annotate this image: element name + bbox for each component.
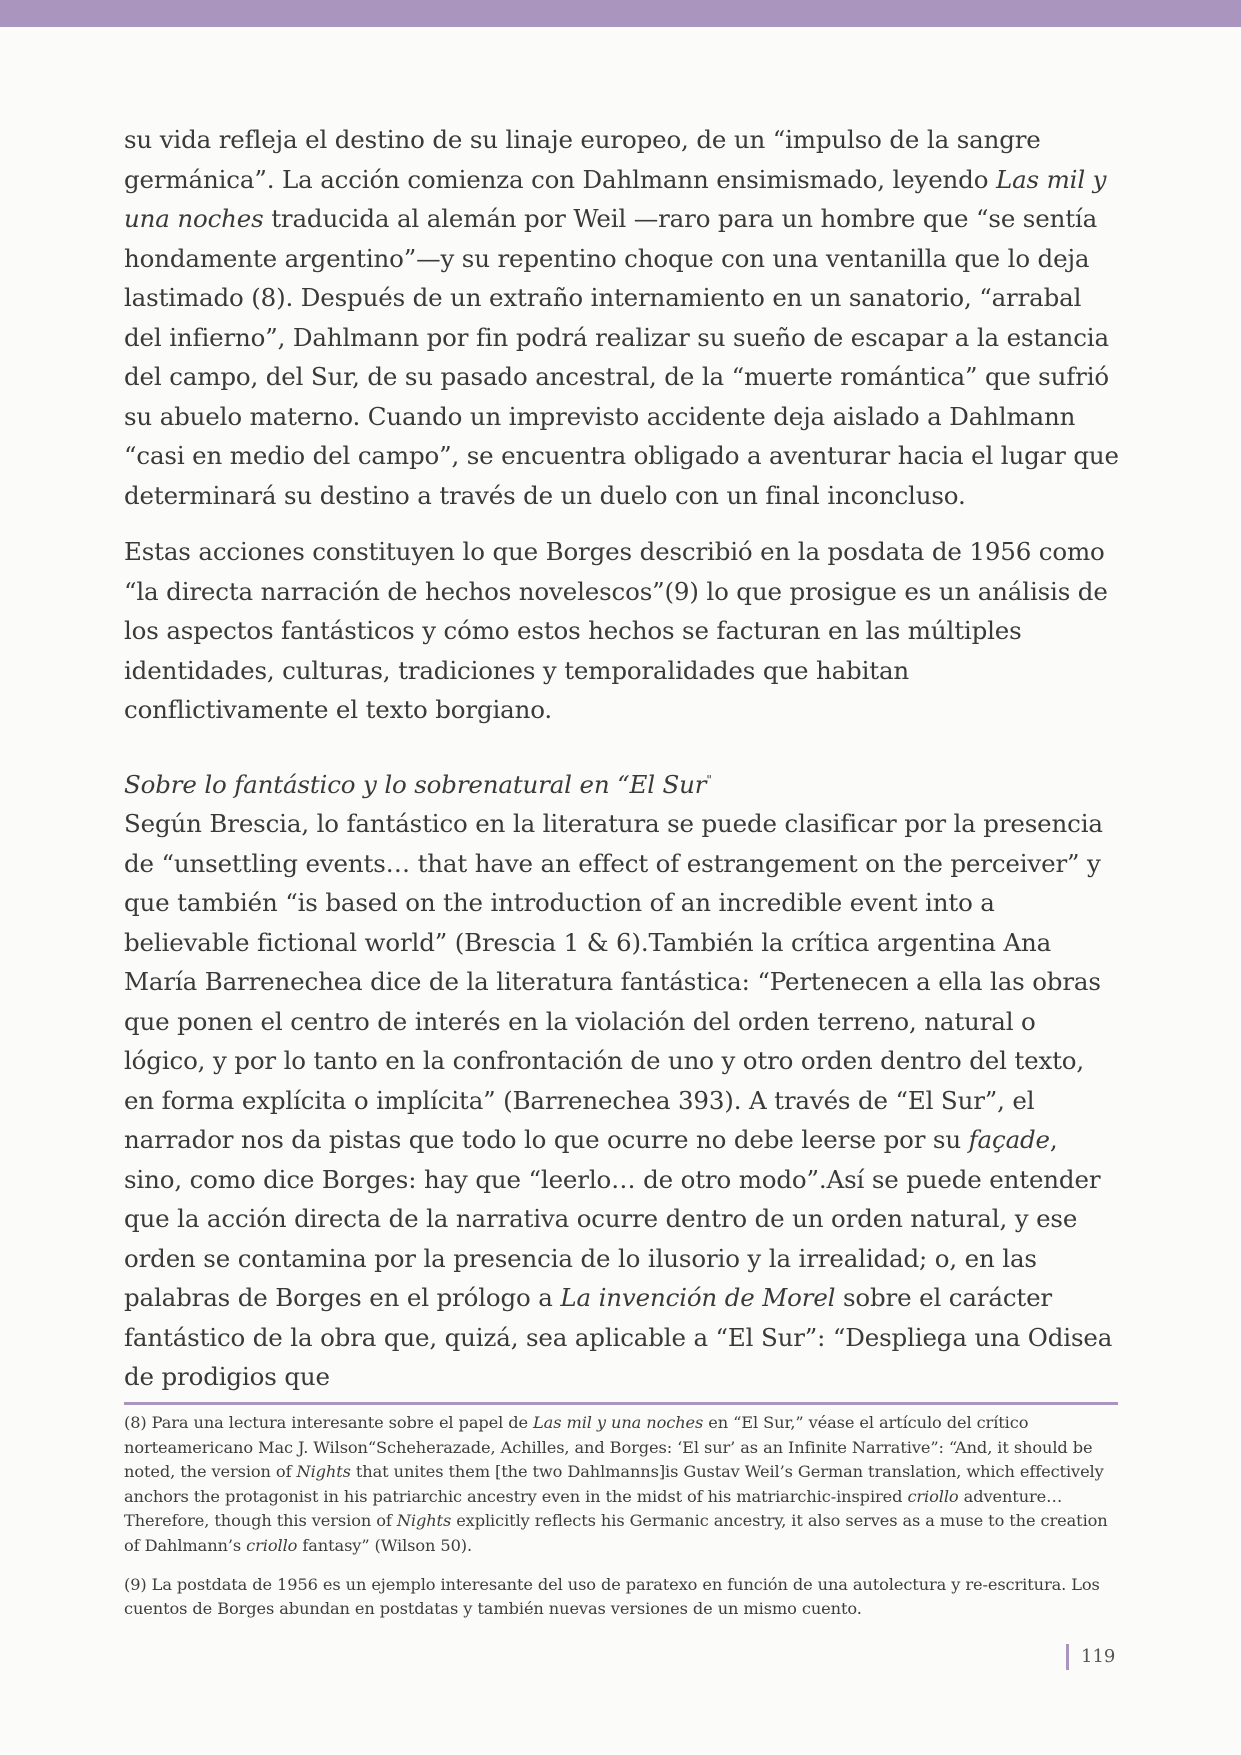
footnote-8-text-i: explicitly reflects his Germanic ancestry, it also serves as a muse to the creation of Dahlmann’s <box>124 1511 1108 1555</box>
footnote-8-italic-b: Las mil y una noches <box>533 1413 704 1432</box>
paragraph-3-italic-facade: façade <box>968 1125 1050 1155</box>
paragraph-3-text-e: sobre el carácter fantástico de la obra que, quizá, sea aplicable a “El Sur”: “Despliega una Odisea de prodigios que <box>124 1283 1113 1392</box>
footnote-divider <box>124 1402 1118 1405</box>
footnote-8-text-e: that unites them [the two Dahlmanns]is Gustav Weil’s German translation, which effectively anchors the protagonist in his patriarchic ancestry even in the midst of his matriarchic-inspired <box>124 1462 1104 1506</box>
footnote-8-italic-j: criollo <box>246 1535 298 1555</box>
paragraph-3-text-a: Según Brescia, lo fantástico en la literatura se puede clasificar por la presencia de “unsettling events… that have an effect of estrangement on the perceiver” y que también “is based on the introduction of an incredible event into a believable fictional world” (Brescia 1 & 6).También la crítica argentina Ana María Barrenechea dice de la literatura fantástica: “Pertenecen a ella las obras que ponen el centro de interés en la violación del orden terreno, natural o lógico, y por lo tanto en la confrontación de uno y otro orden dentro del texto, en forma explícita o implícita” (Barrenechea 393). A través de “El Sur”, el narrador nos da pistas que todo lo que ocurre no debe leerse por su <box>124 809 1103 1155</box>
footnote-8-italic-f: criollo <box>907 1486 959 1506</box>
paragraph-3-italic-title: La invención de Morel <box>560 1283 836 1313</box>
page-number: 119 <box>1066 1644 1115 1670</box>
paragraph-1-italic-title: Las mil y una noches <box>124 164 1107 233</box>
main-text <box>124 120 1119 1414</box>
section-heading-mark: " <box>706 772 712 787</box>
footnote-8 <box>124 1411 1119 1559</box>
footnote-8-italic-d: Nights <box>296 1462 351 1482</box>
paragraph-1 <box>124 120 1119 515</box>
section-heading-text: Sobre lo fantástico y lo sobrenatural en “El Sur <box>124 769 707 799</box>
top-accent-bar <box>0 0 1241 27</box>
paragraph-3-text-c: , sino, como dice Borges: hay que “leerlo… de otro modo”.Así se puede entender que la acción directa de la narrativa ocurre dentro de un orden natural, y ese orden se contamina por la presencia de lo ilusorio y la irrealidad; o, en las palabras de Borges en el prólogo a <box>124 1125 1101 1313</box>
footnote-8-italic-h: Nights <box>396 1511 452 1531</box>
paragraph-3 <box>124 804 1119 1397</box>
footnote-8-text-k: fantasy” (Wilson 50). <box>297 1535 473 1555</box>
section-heading <box>124 761 1119 805</box>
paragraph-1-text-c: traducida al alemán por Weil —raro para un hombre que “se sentía hondamente argentino”—y su repentino choque con una ventanilla que lo deja lastimado (8). Después de un extraño internamiento en un sanatorio, “arrabal del infierno”, Dahlmann por fin podrá realizar su sueño de escapar a la estancia del campo, del Sur, de su pasado ancestral, de la “muerte romántica” que sufrió su abuelo materno. Cuando un imprevisto accidente deja aislado a Dahlmann “casi en medio del campo”, se encuentra obligado a aventurar hacia el lugar que determinará su destino a través de un duelo con un final inconcluso. <box>124 204 1119 510</box>
paragraph-1-text-a: su vida refleja el destino de su linaje europeo, de un “impulso de la sangre germánica”. La acción comienza con Dahlmann ensimismado, leyendo <box>124 125 1041 194</box>
paragraph-2: Estas acciones constituyen lo que Borges describió en la posdata de 1956 como “la directa narración de hechos novelescos”(9) lo que prosigue es un análisis de los aspectos fantásticos y cómo estos hechos se facturan en las múltiples identidades, culturas, tradiciones y temporalidades que habitan conflictivamente el texto borgiano. <box>124 537 1108 724</box>
footnote-8-text-a: (8) Para una lectura interesante sobre el papel de <box>124 1413 534 1432</box>
footnotes <box>124 1411 1119 1636</box>
footnote-8-text-g: adventure… Therefore, though this version of <box>124 1486 1063 1531</box>
footnote-9: (9) La postdata de 1956 es un ejemplo interesante del uso de paratexo en función de una autolectura y re-escritura. Los cuentos de Borges abundan en postdatas y también nuevas versiones de un mismo cuento. <box>124 1574 1100 1619</box>
footnote-8-text-c: en “El Sur,” véase el artículo del crítico norteamericano Mac J. Wilson“Scheherazade, Achilles, and Borges: ‘El sur’ as an Infinite Narrative”: “And, it should be noted, the version of <box>124 1413 1093 1482</box>
